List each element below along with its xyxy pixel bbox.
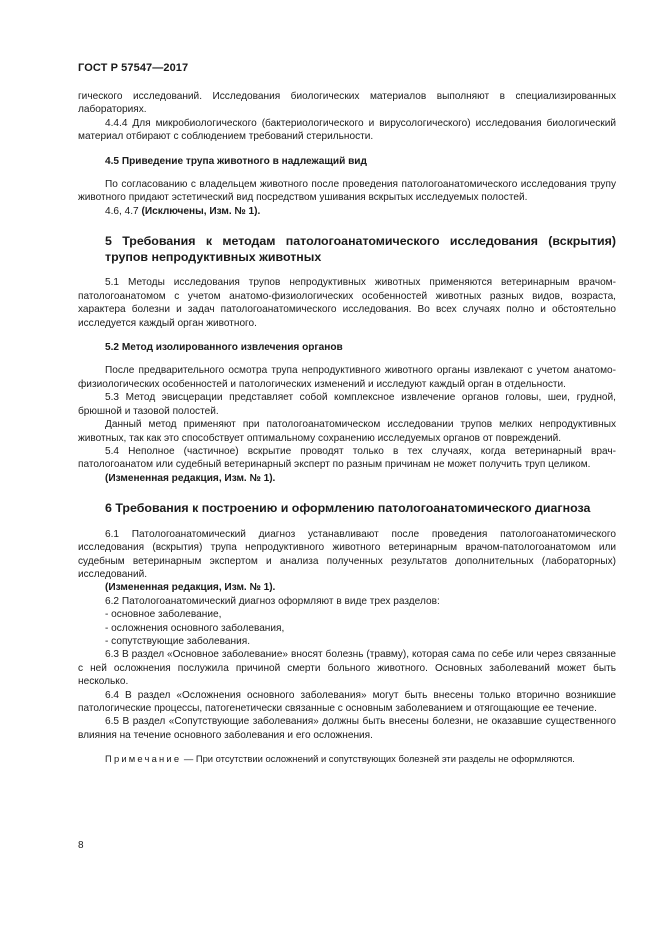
paragraph: 6.5 В раздел «Сопутствующие заболевания» должны быть внесены болезни, не оказавшие существенного влияния на течение основного заболевания и его осложнения.: [78, 716, 616, 741]
page-number: 8: [78, 840, 84, 851]
section-heading: 6 Требования к построению и оформлению патологоанатомического диагноза: [105, 501, 591, 516]
subsection-heading: 4.5 Приведение трупа животного в надлежащий вид: [105, 155, 367, 167]
note-text: — При отсутствии осложнений и сопутствующих болезней эти разделы не оформляются.: [181, 753, 575, 765]
amendment-note: (Исключены, Изм. № 1).: [141, 205, 261, 217]
amendment-note: (Измененная редакция, Изм. № 1).: [105, 582, 276, 594]
paragraph: 5.4 Неполное (частичное) вскрытие проводят только в тех случаях, когда ветеринарный врач-патологоанатом или судебный ветеринарный эксперт по разным причинам не может получить труп целиком.: [78, 445, 616, 471]
paragraph: 4.4.4 Для микробиологического (бактериологического и вирусологического) исследования биологический материал отбирают с соблюдением требований стерильности.: [78, 117, 616, 143]
document-code: ГОСТ Р 57547—2017: [78, 62, 189, 74]
clause-numbers: 4.6, 4.7: [105, 205, 142, 217]
paragraph: По согласованию с владельцем животного после проведения патологоанатомического исследования трупу животного придают эстетический вид посредством ушивания вскрытых исследуемых полостей.: [78, 179, 616, 204]
paragraph: 6.4 В раздел «Осложнения основного заболевания» могут быть внесены только вторично возникшие патологические процессы, патогенетически связанные с основным заболеванием и отягощающие ее течение.: [78, 689, 616, 714]
subsection-heading: 5.2 Метод изолированного извлечения органов: [105, 342, 343, 354]
paragraph: После предварительного осмотра трупа непродуктивного животного органы извлекают с учетом анатомо-физиологических особенностей и патологических изменений и исследуют каждый орган в отдельности.: [78, 365, 616, 390]
paragraph: [78, 205, 616, 218]
page-body: [78, 90, 616, 766]
paragraph: 5.3 Метод эвисцерации представляет собой комплексное извлечение органов головы, шеи, грудной, брюшной и тазовой полостей.: [78, 392, 616, 417]
amendment-note: (Измененная редакция, Изм. № 1).: [105, 472, 276, 484]
paragraph: 6.2 Патологоанатомический диагноз оформляют в виде трех разделов:: [105, 595, 440, 607]
list-item: - осложнения основного заболевания,: [105, 622, 285, 634]
section-heading: 5 Требования к методам патологоанатомического исследования (вскрытия) трупов непродуктивных животных: [105, 234, 616, 264]
list-item: - основное заболевание,: [105, 609, 222, 621]
list-item: - сопутствующие заболевания.: [105, 635, 251, 647]
note: [78, 752, 616, 765]
paragraph: 6.3 В раздел «Основное заболевание» вносят болезнь (травму), которая сама по себе или через связанные с ней осложнения послужила причиной смерти больного животного. Основных заболеваний может быть несколько.: [78, 649, 616, 688]
note-label: Примечание: [105, 753, 182, 765]
paragraph: гического исследований. Исследования биологических материалов выполняют в специализированных лабораториях.: [78, 91, 616, 116]
paragraph: 5.1 Методы исследования трупов непродуктивных животных применяются ветеринарным врачом-патологоанатомом с учетом анатомо-физиологических особенностей животных разных видов, возраста, характера болезни и задач патологоанатомического исследования. Во всех случаях полно и обстоятельно исследуется каждый орган животного.: [78, 277, 616, 329]
paragraph: 6.1 Патологоанатомический диагноз устанавливают после проведения патологоанатомического исследования (вскрытия) трупа непродуктивного животного ветеринарным врачом-патологоанатомом или судебным ветеринарным экспертом и анализа полученных результатов дополнительных (лабораторных) исследований.: [78, 528, 616, 580]
paragraph: Данный метод применяют при патологоанатомическом исследовании трупов мелких непродуктивных животных, так как это способствует оптимальному сохранению исследуемых органов от повреждений.: [78, 419, 616, 444]
